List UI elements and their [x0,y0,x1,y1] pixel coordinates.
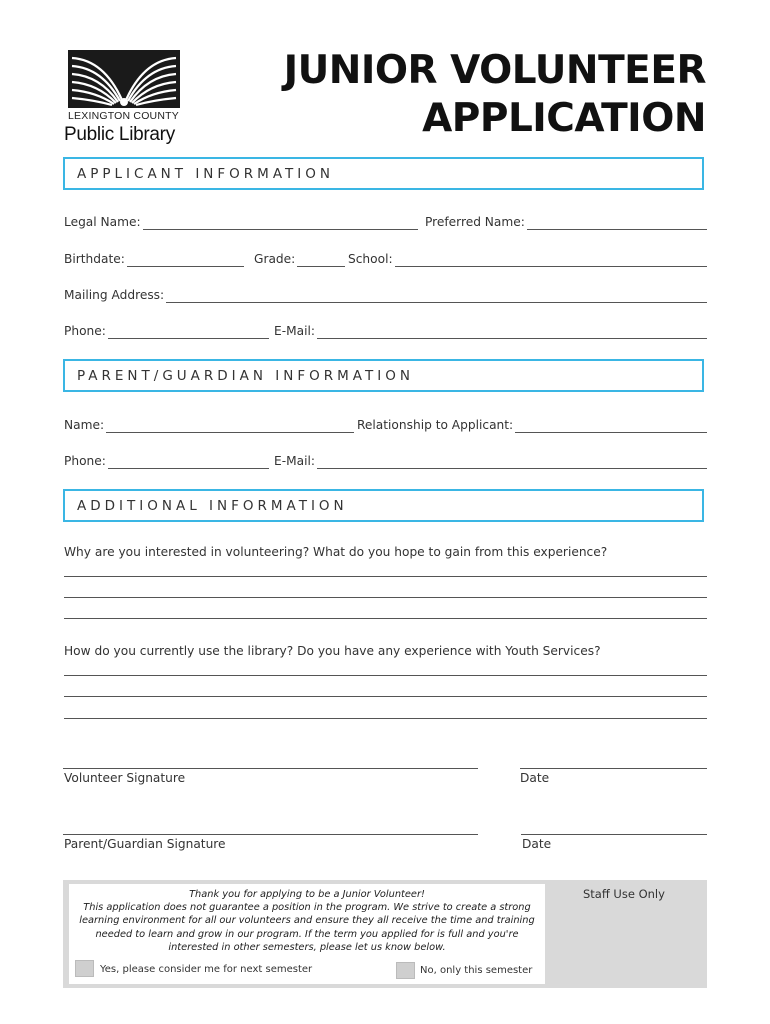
guardian-email-field[interactable] [274,449,707,469]
school-field[interactable] [348,247,707,267]
notice-body: This application does not guarantee a position in the program. We strive to create a strong learning environment for all our volunteers and ensure they all receive the time and training needed to learn and grow in our program. If the term you applied for is full and you're interested in other semesters, please let us know below. [79,902,535,953]
guardian-date-label: Date [522,837,552,851]
notice-box [69,884,545,984]
relationship-label: Relationship to Applicant: [357,418,514,432]
birthdate-field[interactable] [64,247,244,267]
next-semester-checkbox[interactable] [75,960,94,977]
answer-1-line-1[interactable] [64,576,707,577]
answer-2-line-2[interactable] [64,696,707,697]
guardian-section-header [63,359,704,392]
guardian-name-label: Name: [64,418,105,432]
notice-title: Thank you for applying to be a Junior Volunteer! [189,889,425,900]
guardian-phone-input-line[interactable] [108,456,269,469]
grade-field[interactable] [254,247,345,267]
guardian-name-input-line[interactable] [106,420,354,433]
applicant-email-label: E-Mail: [274,324,315,338]
row-names [64,210,707,230]
row-guardian-name [64,413,707,433]
relationship-input-line[interactable] [515,420,707,433]
legal-name-field[interactable] [64,210,418,230]
school-label: School: [348,252,393,266]
question-2: How do you currently use the library? Do you have any experience with Youth Services? [64,644,601,658]
notice-text [79,888,535,954]
question-1: Why are you interested in volunteering? What do you hope to gain from this experience? [64,545,608,559]
applicant-phone-input-line[interactable] [108,326,269,339]
birthdate-label: Birthdate: [64,252,125,266]
legal-name-label: Legal Name: [64,215,141,229]
answer-1-line-3[interactable] [64,618,707,619]
mailing-address-label: Mailing Address: [64,288,165,302]
guardian-email-label: E-Mail: [274,454,315,468]
additional-section-title: ADDITIONAL INFORMATION [77,498,348,514]
applicant-email-field[interactable] [274,319,707,339]
guardian-signature-line[interactable] [63,834,478,835]
guardian-email-input-line[interactable] [317,456,707,469]
applicant-section-title: APPLICANT INFORMATION [77,166,334,182]
answer-2-line-3[interactable] [64,718,707,719]
this-semester-only-checkbox[interactable] [396,962,415,979]
volunteer-date-label: Date [520,771,550,785]
birthdate-input-line[interactable] [127,254,244,267]
this-semester-only-label: No, only this semester [420,965,533,976]
guardian-section-title: PARENT/GUARDIAN INFORMATION [77,368,414,384]
row-guardian-phone-email [64,449,707,469]
staff-use-label: Staff Use Only [583,887,665,901]
logo-library-text: Public Library [64,124,175,145]
grade-input-line[interactable] [297,254,345,267]
legal-name-input-line[interactable] [143,217,418,230]
additional-section-header [63,489,704,522]
preferred-name-field[interactable] [425,210,707,230]
row-phone-email [64,319,707,339]
applicant-phone-field[interactable] [64,319,269,339]
guardian-phone-field[interactable] [64,449,269,469]
answer-1-line-2[interactable] [64,597,707,598]
guardian-date-line[interactable] [521,834,707,835]
page-title-line1: JUNIOR VOLUNTEER [283,48,706,93]
volunteer-signature-label: Volunteer Signature [64,771,186,785]
applicant-email-input-line[interactable] [317,326,707,339]
preferred-name-label: Preferred Name: [425,215,525,229]
logo-county-text: LEXINGTON COUNTY [68,110,179,122]
mailing-address-input-line[interactable] [166,290,707,303]
grade-label: Grade: [254,252,296,266]
answer-2-line-1[interactable] [64,675,707,676]
school-input-line[interactable] [395,254,707,267]
page-title-line2: APPLICATION [422,96,706,141]
preferred-name-input-line[interactable] [527,217,707,230]
volunteer-signature-line[interactable] [63,768,478,769]
relationship-field[interactable] [357,413,707,433]
footer-panel [63,880,707,988]
guardian-signature-label: Parent/Guardian Signature [64,837,226,851]
guardian-name-field[interactable] [64,413,354,433]
applicant-section-header [63,157,704,190]
row-mailing [64,283,707,303]
applicant-phone-label: Phone: [64,324,106,338]
mailing-address-field[interactable] [64,283,707,303]
next-semester-label: Yes, please consider me for next semester [100,964,313,975]
guardian-phone-label: Phone: [64,454,106,468]
row-birth-grade-school [64,247,707,267]
volunteer-date-line[interactable] [520,768,707,769]
